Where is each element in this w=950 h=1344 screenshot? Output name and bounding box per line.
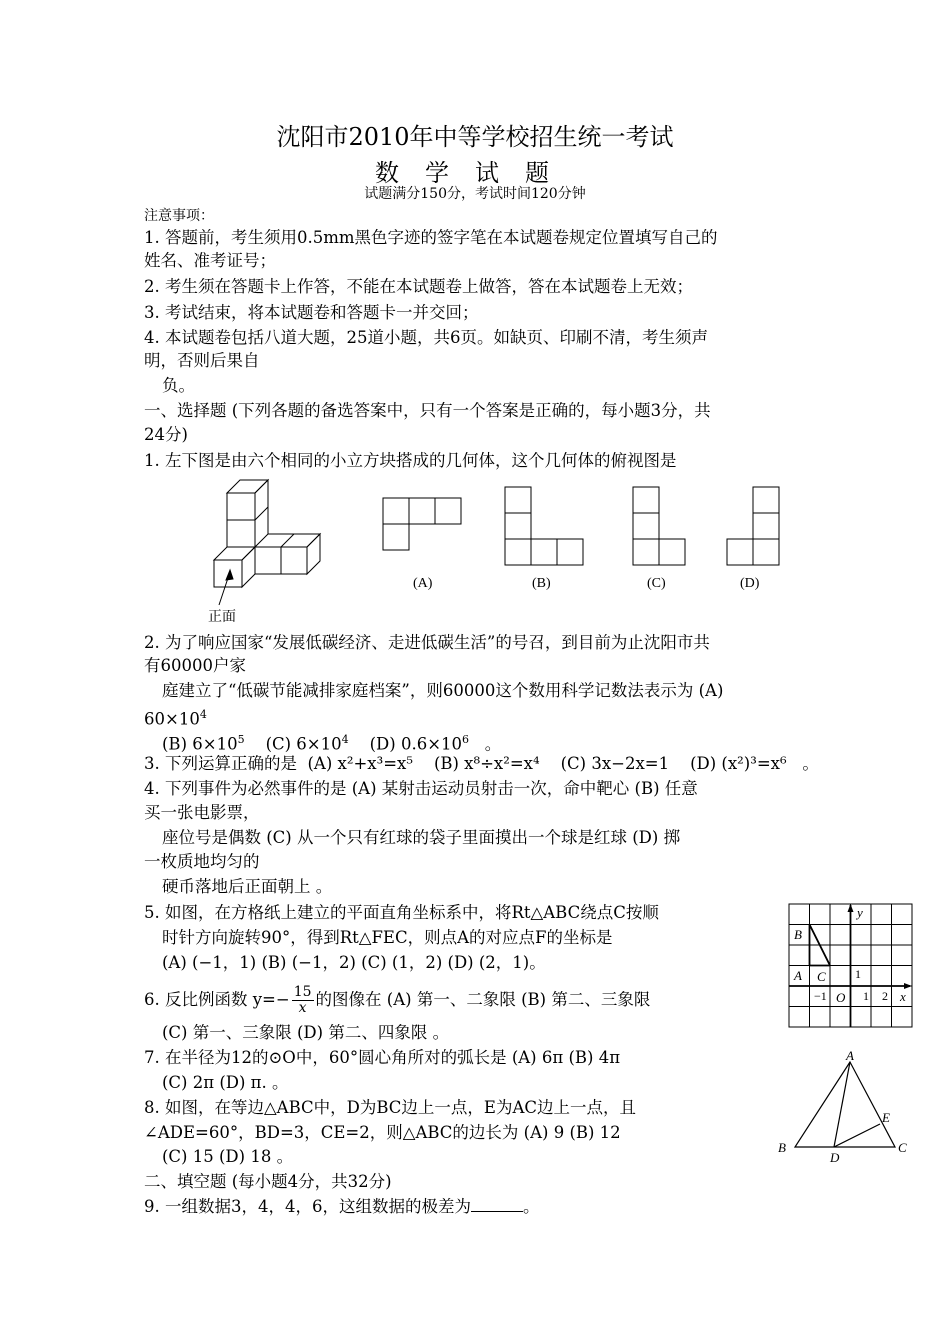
notes-line-6: 明，否则后果自 <box>144 351 260 370</box>
q2-option-d-exp: 6 <box>462 733 470 746</box>
q9-answer-blank[interactable] <box>471 1197 523 1212</box>
q6-line-1 <box>144 984 650 1016</box>
q5-tick-x2: 2 <box>882 989 888 1003</box>
option-d-view <box>727 487 779 565</box>
q6-fraction <box>292 985 314 1016</box>
q3-line <box>144 753 819 775</box>
q7-line-2: (C) 2π (D) π. 。 <box>162 1073 289 1092</box>
q2-option-a-exp: 4 <box>199 708 207 721</box>
q3-lead: 3. 下列运算正确的是 <box>144 754 297 773</box>
q5-tick-x-neg1: −1 <box>814 989 827 1003</box>
q5-tick-x1: 1 <box>863 989 869 1003</box>
q5-grid-figure <box>788 903 914 1029</box>
q2-option-b: (B) 6×10 <box>162 734 238 754</box>
q2-option-c: (C) 6×10 <box>265 734 342 754</box>
q2-option-d: (D) 0.6×10 <box>369 734 463 754</box>
exam-subtitle: 数学试题 <box>375 159 575 187</box>
front-label: 正面 <box>208 610 236 625</box>
q3-option-d: (D) (x²)³=x⁶ <box>690 754 787 773</box>
notes-line-1: 1. 答题前，考生须用0.5mm黑色字迹的签字笔在本试题卷规定位置填写自己的 <box>144 228 718 247</box>
notes-line-2: 姓名、准考证号； <box>144 251 276 270</box>
notes-line-4: 3. 考试结束，将本试题卷和答题卡一并交回； <box>144 303 479 322</box>
q2-line-1: 2. 为了响应国家“发展低碳经济、走进低碳生活”的号召，到目前为止沈阳市共 <box>144 633 710 652</box>
q5-line-1: 5. 如图，在方格纸上建立的平面直角坐标系中，将Rt△ABC绕点C按顺 <box>144 903 659 922</box>
q2-option-c-exp: 4 <box>341 733 349 746</box>
q2-line-3: 庭建立了“低碳节能减排家庭档案”，则60000这个数用科学记数法表示为 (A) <box>162 681 724 700</box>
q2-option-b-exp: 5 <box>237 733 245 746</box>
q2-line-2: 有60000户家 <box>144 656 246 675</box>
option-b-label: (B) <box>532 576 551 591</box>
q6-tail: 的图像在 (A) 第一、二象限 (B) 第二、三象限 <box>315 990 651 1009</box>
q1-figure <box>195 474 795 630</box>
section2-heading: 二、填空题 (每小题4分，共32分) <box>144 1172 392 1191</box>
option-a-label: (A) <box>413 576 433 591</box>
q8-point-d: D <box>830 1150 840 1165</box>
q9-end: 。 <box>522 1197 540 1216</box>
q2-line-4 <box>144 704 207 731</box>
q3-option-b: (B) x⁸÷x²=x⁴ <box>433 754 540 773</box>
notes-line-5: 4. 本试题卷包括八道大题，25道小题，共6页。如缺页、印刷不清，考生须声 <box>144 328 708 347</box>
q1-text: 1. 左下图是由六个相同的小立方块搭成的几何体，这个几何体的俯视图是 <box>144 451 677 470</box>
q2-option-a-value: 60×10 <box>144 709 200 729</box>
option-c-label: (C) <box>647 576 666 591</box>
q2-end: 。 <box>484 734 502 754</box>
section1-heading: 一、选择题 (下列各题的备选答案中，只有一个答案是正确的，每小题3分，共 <box>144 401 711 420</box>
q3-option-a: (A) x²+x³=x⁵ <box>307 754 413 773</box>
q6-line-2: (C) 第一、三象限 (D) 第二、四象限 。 <box>162 1023 450 1042</box>
notes-line-7: 负。 <box>162 376 195 395</box>
q8-point-a: A <box>846 1048 854 1063</box>
q5-point-a: A <box>794 968 802 983</box>
q9-text: 9. 一组数据3，4，4，6，这组数据的极差为 <box>144 1197 471 1216</box>
q8-point-e: E <box>882 1110 890 1125</box>
q4-line-3: 座位号是偶数 (C) 从一个只有红球的袋子里面摸出一个球是红球 (D) 掷 <box>162 828 681 847</box>
q8-line-1: 8. 如图，在等边△ABC中，D为BC边上一点，E为AC边上一点，且 <box>144 1098 637 1117</box>
option-a-view <box>383 498 461 550</box>
exam-info: 试题满分150分，考试时间120分钟 <box>364 186 586 202</box>
q5-line-2: 时针方向旋转90°，得到Rt△FEC，则点A的对应点F的坐标是 <box>162 928 613 947</box>
q4-line-4: 一枚质地均匀的 <box>144 852 260 871</box>
q8-line-3: (C) 15 (D) 18 。 <box>162 1147 294 1166</box>
q5-y-axis-label: y <box>857 905 863 920</box>
q5-point-c: C <box>817 969 826 984</box>
q3-end: 。 <box>802 754 819 773</box>
q5-origin-label: O <box>836 990 846 1005</box>
q3-option-c: (C) 3x−2x=1 <box>560 754 670 773</box>
q5-tick-y1: 1 <box>855 967 861 981</box>
section1-heading-cont: 24分) <box>144 425 188 444</box>
q8-point-b: B <box>778 1140 786 1155</box>
q6-lead: 6. 反比例函数 y=− <box>144 990 290 1009</box>
notes-line-3: 2. 考生须在答题卡上作答，不能在本试题卷上做答，答在本试题卷上无效； <box>144 277 693 296</box>
q8-line-2: ∠ADE=60°，BD=3，CE=2，则△ABC的边长为 (A) 9 (B) 12 <box>144 1123 621 1142</box>
q9-line <box>144 1196 539 1218</box>
q5-point-b: B <box>794 927 802 942</box>
q7-line-1: 7. 在半径为12的⊙O中，60°圆心角所对的弧长是 (A) 6π (B) 4π <box>144 1048 621 1067</box>
q6-numerator: 15 <box>293 984 312 1000</box>
q8-point-c: C <box>898 1140 907 1155</box>
q4-line-5: 硬币落地后正面朝上 。 <box>162 877 333 896</box>
q5-x-axis-label: x <box>900 989 906 1004</box>
q4-line-2: 买一张电影票， <box>144 803 260 822</box>
option-d-label: (D) <box>740 576 760 591</box>
exam-title: 沈阳市2010年中等学校招生统一考试 <box>276 123 674 151</box>
q4-line-1: 4. 下列事件为必然事件的是 (A) 某射击运动员射击一次，命中靶心 (B) 任意 <box>144 779 698 798</box>
notes-heading: 注意事项： <box>144 208 214 224</box>
q2-line-5 <box>162 729 501 756</box>
q5-line-3: (A) (−1，1) (B) (−1，2) (C) (1，2) (D) (2，1)。 <box>162 953 546 972</box>
q6-denominator: x <box>298 1000 307 1016</box>
option-b-view <box>505 487 583 565</box>
option-c-view <box>633 487 685 565</box>
q8-triangle-figure <box>775 1046 915 1166</box>
